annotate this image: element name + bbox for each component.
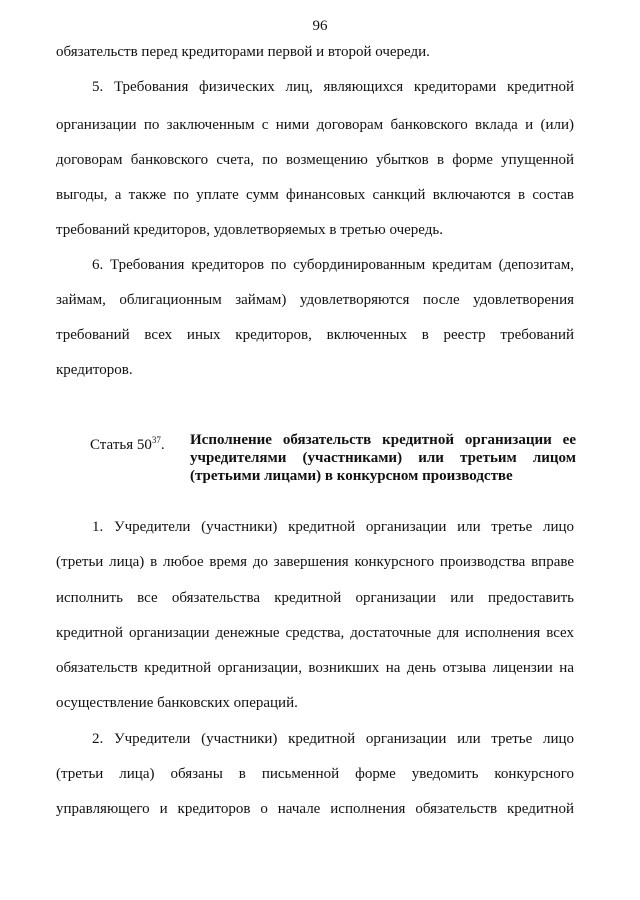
paragraph-5-line: договорам банковского счета, по возмещению убытков в форме упущенной	[56, 152, 574, 168]
article-title-line: (третьими лицами) в конкурсном производстве	[190, 468, 513, 484]
article-label-text: Статья 50	[90, 437, 152, 453]
clause-2-line: (третьи лица) обязаны в письменной форме уведомить конкурсного	[56, 766, 574, 782]
clause-2-line: управляющего и кредиторов о начале исполнения обязательств кредитной	[56, 801, 574, 817]
text-line: обязательств перед кредиторами первой и второй очереди.	[56, 44, 430, 60]
paragraph-5-line: организации по заключенным с ними договорам банковского вклада и (или)	[56, 117, 574, 133]
clause-1-line: осуществление банковских операций.	[56, 695, 298, 711]
paragraph-6-line: займам, облигационным займам) удовлетворяются после удовлетворения	[56, 292, 574, 308]
article-title-line: Исполнение обязательств кредитной организации ее	[190, 432, 576, 448]
clause-1-line: исполнить все обязательства кредитной организации или предоставить	[56, 590, 574, 606]
paragraph-5-line: 5. Требования физических лиц, являющихся кредиторами кредитной	[92, 79, 574, 95]
paragraph-6-line: требований всех иных кредиторов, включенных в реестр требований	[56, 327, 574, 343]
clause-2-line: 2. Учредители (участники) кредитной организации или третье лицо	[92, 731, 574, 747]
paragraph-5-line: требований кредиторов, удовлетворяемых в третью очередь.	[56, 222, 443, 238]
clause-1-line: 1. Учредители (участники) кредитной организации или третье лицо	[92, 519, 574, 535]
article-title-line: учредителями (участниками) или третьим лицом	[190, 450, 576, 466]
clause-1-line: кредитной организации денежные средства, достаточные для исполнения всех	[56, 625, 574, 641]
clause-1-line: обязательств кредитной организации, возникших на день отзыва лицензии на	[56, 660, 574, 676]
paragraph-6-line: 6. Требования кредиторов по субординированным кредитам (депозитам,	[92, 257, 574, 273]
page-number: 96	[312, 18, 328, 34]
paragraph-6-line: кредиторов.	[56, 362, 133, 378]
paragraph-5-line: выгоды, а также по уплате сумм финансовых санкций включаются в состав	[56, 187, 574, 203]
article-label	[90, 431, 165, 454]
clause-1-line: (третьи лица) в любое время до завершения конкурсного производства вправе	[56, 554, 574, 570]
article-label-superscript: 37	[151, 435, 161, 445]
article-label-suffix: .	[160, 437, 165, 453]
